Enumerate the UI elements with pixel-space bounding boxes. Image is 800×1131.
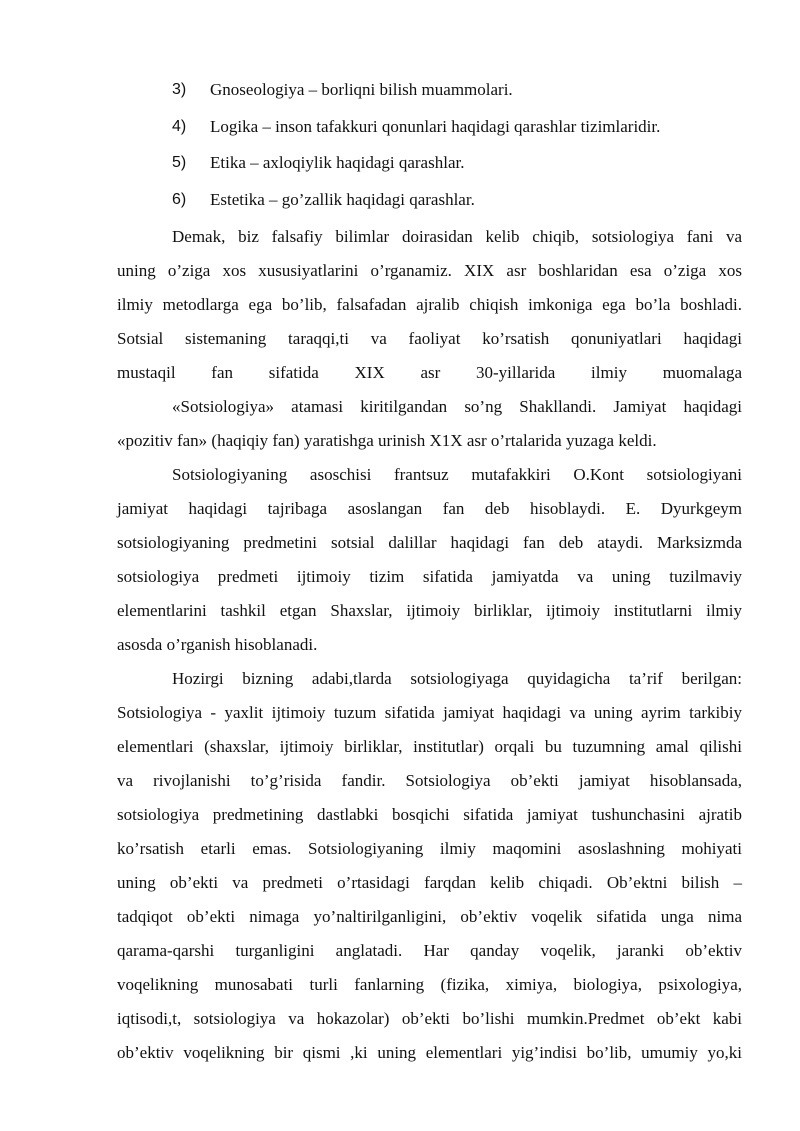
text-line: «pozitiv fan» (haqiqiy fan) yaratishga urinish X1X asr o’rtalarida yuzaga keldi.	[117, 431, 657, 450]
list-number: 3)	[172, 81, 187, 98]
text-line: «Sotsiologiya» atamasi kiritilgandan so’ng Shakllandi. Jamiyat haqidagi	[172, 397, 742, 416]
text-line: Sotsiologiya - yaxlit ijtimoiy tuzum sifatida jamiyat haqidagi va uning ayrim tarkibiy	[117, 703, 742, 722]
numbered-list	[172, 73, 752, 219]
text-line: sotsiologiyaning predmetini sotsial dalillar haqidagi fan deb ataydi. Marksizmda	[117, 533, 742, 552]
text-line: elementlari (shaxslar, ijtimoiy birliklar, institutlar) orqali bu tuzumning amal qilishi	[117, 737, 742, 756]
list-item	[172, 73, 752, 110]
text-line: qarama-qarshi turganligini anglatadi. Har qanday voqelik, jaranki ob’ektiv	[117, 941, 742, 960]
list-text: Gnoseologiya – borliqni bilish muammolari.	[210, 80, 513, 99]
list-item	[172, 110, 752, 147]
text-line: Sotsial sistemaning taraqqi,ti va faoliyat ko’rsatish qonuniyatlari haqidagi	[117, 329, 742, 348]
list-text: Estetika – go’zallik haqidagi qarashlar.	[210, 189, 475, 209]
text-line: uning ob’ekti va predmeti o’rtasidagi farqdan kelib chiqadi. Ob’ektni bilish –	[117, 873, 742, 892]
list-item	[172, 146, 752, 183]
text-line: ilmiy metodlarga ega bo’lib, falsafadan ajralib chiqish imkoniga ega bo’la boshladi.	[117, 295, 742, 314]
list-number: 5)	[172, 154, 187, 171]
text-line: mustaqil fan sifatida XIX asr 30-yillarida ilmiy muomalaga	[117, 363, 742, 382]
text-line: elementlarini tashkil etgan Shaxslar, ijtimoiy birliklar, ijtimoiy institutlarni ilmiy	[117, 601, 742, 620]
text-line: jamiyat haqidagi tajribaga asoslangan fan deb hisoblaydi. E. Dyurkgeym	[117, 499, 742, 518]
text-line: Sotsiologiyaning asoschisi frantsuz mutafakkiri O.Kont sotsiologiyani	[172, 465, 742, 484]
text-line: uning o’ziga xos xususiyatlarini o’rganamiz. XIX asr boshlaridan esa o’ziga xos	[117, 261, 742, 280]
text-line: va rivojlanishi to’g’risida fandir. Sotsiologiya ob’ekti jamiyat hisoblansada,	[117, 771, 742, 790]
list-text: Etika – axloqiylik haqidagi qarashlar.	[210, 153, 465, 172]
text-line: sotsiologiya predmeti ijtimoiy tizim sifatida jamiyatda va uning tuzilmaviy	[117, 567, 742, 586]
text-line: Hozirgi bizning adabi,tlarda sotsiologiyaga quyidagicha ta’rif berilgan:	[172, 669, 742, 688]
text-line: iqtisodi,t, sotsiologiya va hokazolar) ob’ekti bo’lishi mumkin.Predmet ob’ekt kabi	[117, 1009, 742, 1028]
list-item	[172, 183, 752, 220]
list-text: Logika – inson tafakkuri qonunlari haqidagi qarashlar tizimlaridir.	[210, 116, 661, 136]
body-text	[117, 220, 742, 1070]
list-number: 6)	[172, 190, 187, 208]
text-line: sotsiologiya predmetining dastlabki bosqichi sifatida jamiyat tushunchasini ajratib	[117, 805, 742, 824]
text-line: tadqiqot ob’ekti nimaga yo’naltirilganligini, ob’ektiv voqelik sifatida unga nima	[117, 907, 742, 926]
text-line: asosda o’rganish hisoblanadi.	[117, 635, 318, 654]
text-line: ko’rsatish etarli emas. Sotsiologiyaning ilmiy maqomini asoslashning mohiyati	[117, 839, 742, 858]
list-number: 4)	[172, 117, 187, 135]
text-line: voqelikning munosabati turli fanlarning (fizika, ximiya, biologiya, psixologiya,	[117, 975, 742, 994]
text-line: ob’ektiv voqelikning bir qismi ,ki uning elementlari yig’indisi bo’lib, umumiy yo,ki	[117, 1043, 742, 1062]
text-line: Demak, biz falsafiy bilimlar doirasidan kelib chiqib, sotsiologiya fani va	[172, 227, 742, 246]
